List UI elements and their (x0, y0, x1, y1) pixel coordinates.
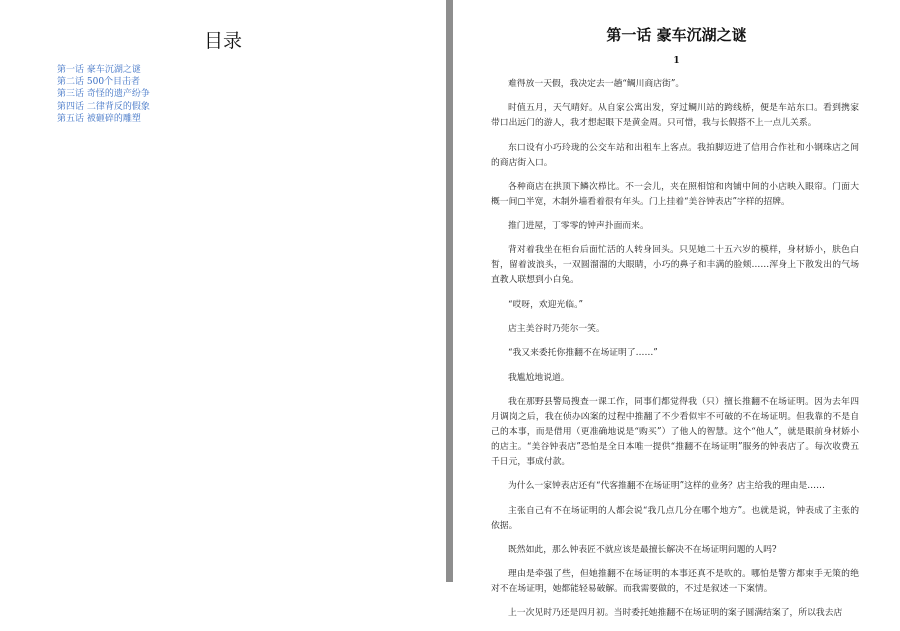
paragraph: 店主美谷时乃莞尔一笑。 (508, 324, 605, 335)
paragraph: 既然如此，那么钟表匠不就应该是最擅长解决不在场证明问题的人吗? (508, 544, 777, 555)
paragraph: “我又来委托你推翻不在场证明了……” (508, 348, 658, 359)
paragraph: 各种商店在拱顶下鳞次栉比。不一会儿，夹在照相馆和肉铺中间的小店映入眼帘。门面大概一间□半宽，木制外墙看着很有年头。门上挂着“美谷钟表店”字样的招牌。 (491, 181, 859, 207)
toc-page (0, 0, 446, 582)
paragraph: 为什么一家钟表店还有“代客推翻不在场证明”这样的业务？店主给我的理由是…… (508, 481, 825, 492)
toc-link-chapter-1[interactable]: 第一话 豪车沉湖之谜 (57, 65, 141, 75)
toc-title: 目录 (203, 30, 242, 52)
paragraph: 背对着我坐在柜台后面忙活的人转身回头。只见她二十五六岁的模样，身材娇小，肤色白皙，留着波浪头，一双圆溜溜的大眼睛，小巧的鼻子和丰满的脸颊……浑身上下散发出的气场直教人联想到小白兔。 (491, 245, 859, 286)
paragraph: 推门进屋，丁零零的钟声扑面而来。 (508, 221, 649, 232)
toc-link-chapter-5[interactable]: 第五话 被砸碎的雕塑 (57, 113, 141, 124)
paragraph: 上一次见时乃还是四月初。当时委托她推翻不在场证明的案子圆满结案了，所以我去店 (508, 608, 843, 619)
page-divider-scrollbar[interactable] (446, 0, 453, 582)
chapter-title: 第一话 豪车沉湖之谜 (606, 26, 747, 44)
chapter-page (453, 0, 900, 619)
paragraph: 主张自己有不在场证明的人都会说“我几点几分在哪个地方”。也就是说，钟表成了主张的依据。 (491, 505, 859, 531)
paragraph: 我尴尬地说道。 (508, 372, 570, 383)
paragraph: 难得放一天假，我决定去一趟“鲷川商店街”。 (508, 79, 685, 89)
section-number: 1 (673, 56, 680, 66)
paragraph: “哎呀，欢迎光临。” (508, 299, 583, 310)
toc-link-chapter-3[interactable]: 第三话 奇怪的遗产纷争 (57, 89, 150, 100)
paragraph: 我在那野县警局搜查一课工作，同事们都觉得我（只）擅长推翻不在场证明。因为去年四月调岗之后，我在侦办凶案的过程中推翻了不少看似牢不可破的不在场证明。但我靠的不是自己的本事，而是借用（更准确地说是“购买”）了他人的智慧。这个“他人”，就是眼前身材娇小的店主。“美谷钟表店”恐怕是全日本唯一提供“推翻不在场证明”服务的钟表店了。每次收费五千日元，事成付款。 (491, 396, 859, 467)
toc-link-chapter-4[interactable]: 第四话 二律背反的假象 (57, 101, 150, 112)
paragraph: 理由是牵强了些，但她推翻不在场证明的本事还真不是吹的。哪怕是警方都束手无策的绝对不在场证明，她都能轻易破解。而我需要做的，不过是叙述一下案情。 (491, 569, 859, 595)
paragraph: 东口设有小巧玲珑的公交车站和出租车上客点。我拍脚迈进了信用合作社和小钢珠店之间的商店街入口。 (491, 142, 859, 168)
chapter-body (491, 77, 859, 631)
toc-link-chapter-2[interactable]: 第二话 500个目击者 (57, 77, 141, 88)
toc-list (57, 64, 150, 125)
paragraph: 时值五月，天气晴好。从自家公寓出发，穿过鲷川站的跨线桥，便是车站东口。看到携家带口出远门的游人，我才想起眼下是黄金周。只可惜，我与长假搭不上一点儿关系。 (491, 103, 859, 129)
